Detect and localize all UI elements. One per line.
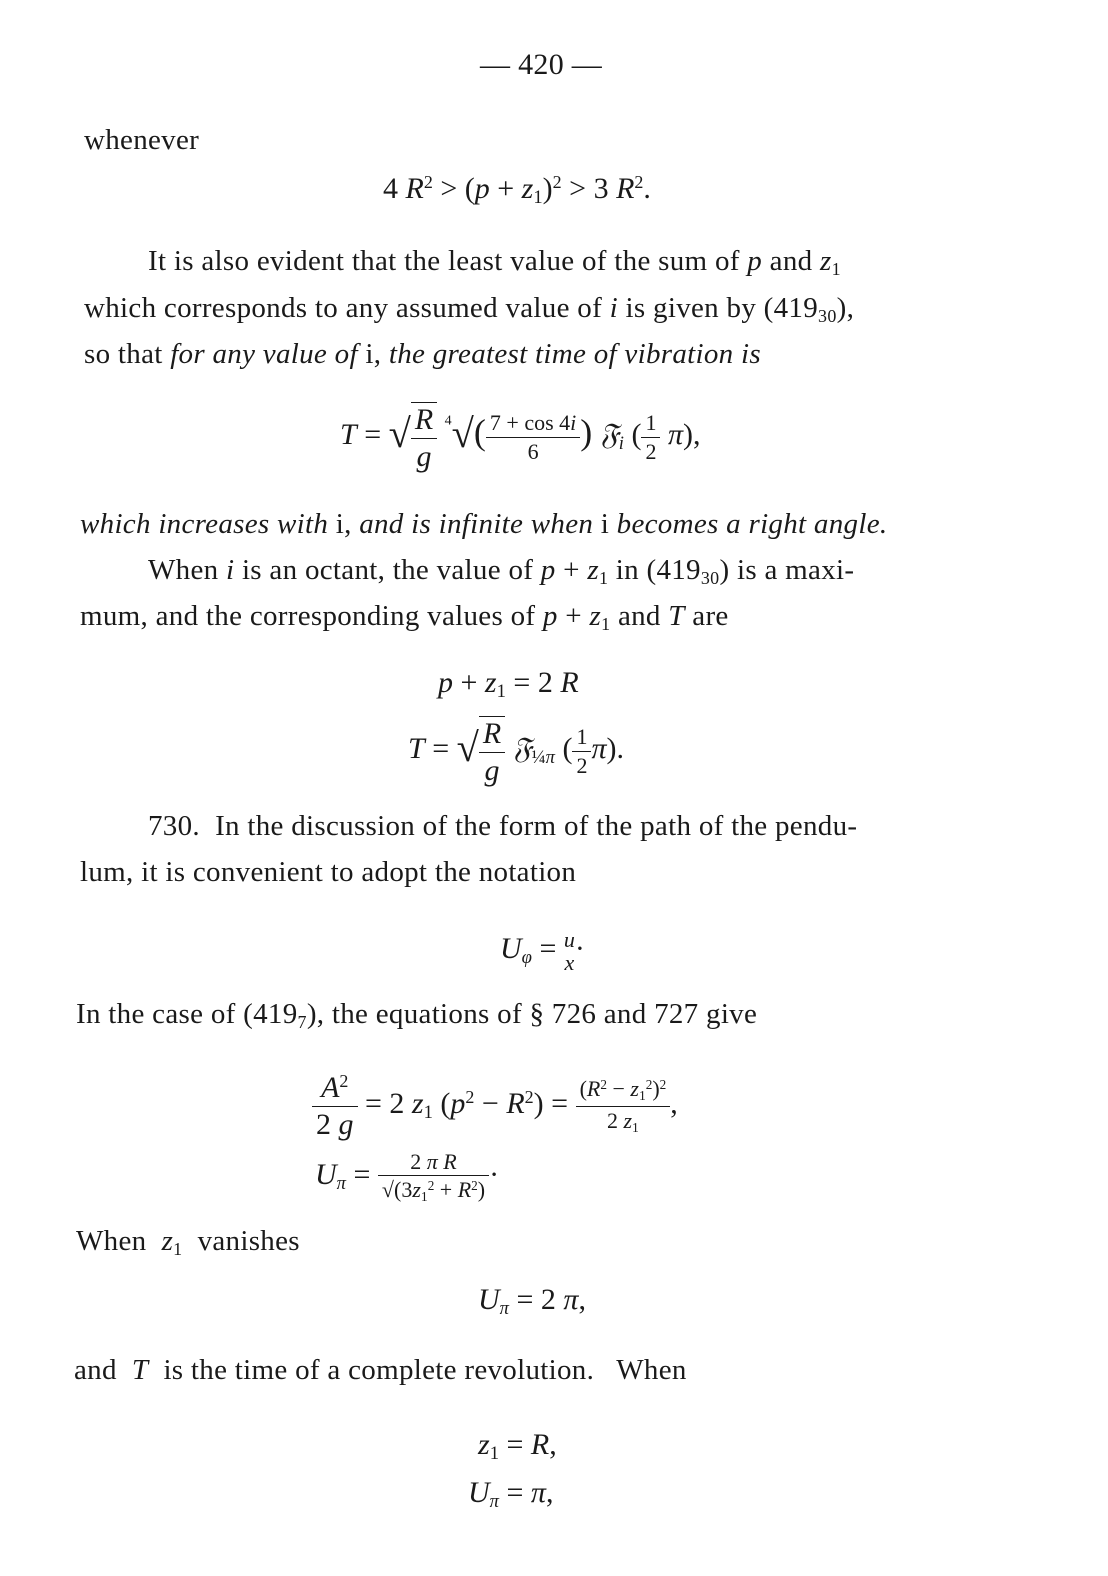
paragraph-line-1: It is also evident that the least value of the sum of p and $z_1$ — [148, 245, 841, 280]
paragraph-line-4: which increases with i, and is infinite when i becomes a right angle. — [80, 508, 888, 540]
paragraph-line-8: When $z_1$ vanishes — [76, 1225, 300, 1260]
equation-u-pi-pi: $U_\pi = \pi$, — [468, 1476, 554, 1513]
section-number: 730. — [148, 810, 200, 842]
paragraph-line-5: When i is an octant, the value of $p + z_1$ in $(419_{30})$ is a maxi- — [148, 554, 855, 589]
page-number: — 420 — — [480, 48, 603, 81]
equation-notation: $U_\varphi$ = u x · — [500, 927, 585, 976]
equation-u-pi: $U_\pi$ = $\frac{\text{2 π R}}{√(3z_1^2 + R^2)}$ · — [315, 1149, 500, 1204]
paragraph-line-6: mum, and the corresponding values of $p + z_1$ and T are — [80, 600, 729, 635]
paragraph-line-9: and T is the time of a complete revolution. When — [74, 1354, 687, 1386]
paragraph-line-7: In the case of $(419_7)$, the equations of § 726 and 727 give — [76, 998, 758, 1033]
section-730-line-1: 730. In the discussion of the form of the path of the pendu- — [148, 810, 858, 842]
equation-time-octant: T = √ $\frac{R}{g}$ 𝔉$_{\frac{1}{4}\pi}$ ( $\frac{1}{2}$ π). — [408, 717, 624, 787]
text-line-whenever: whenever — [84, 124, 200, 156]
equation-z1-equals-r: $z_1 = R$, — [478, 1428, 557, 1465]
equation-inequality: 4 $R^2 > (p + z_1)^2 > 3$ $R^2$. — [383, 172, 651, 209]
equation-time-of-vibration: T = √ $\frac{R}{g}$ $^4$√( $\frac{7 + \cos 4i}{6}$ ) 𝔉$_i$ ( $\frac{1}{2}$ π), — [340, 403, 701, 473]
paragraph-line-3: so that for any value of i, the greatest time of vibration is — [84, 338, 761, 370]
equation-a-squared: $\frac{A^2}{2 g}$ = 2 $z_1$ $(p^2 - R^2)$ = $\frac{(R^2 - z_1^2)^2}{2 z_1}$ , — [312, 1072, 678, 1140]
paragraph-line-2: which corresponds to any assumed value of i is given by $(419_{30})$, — [84, 292, 855, 327]
section-730-line-2: lum, it is convenient to adopt the notation — [80, 856, 577, 888]
equation-u-pi-2pi: $U_\pi = 2$ π, — [478, 1283, 586, 1320]
equation-sum-2r: $p + z_1 = 2$ R — [438, 666, 579, 703]
